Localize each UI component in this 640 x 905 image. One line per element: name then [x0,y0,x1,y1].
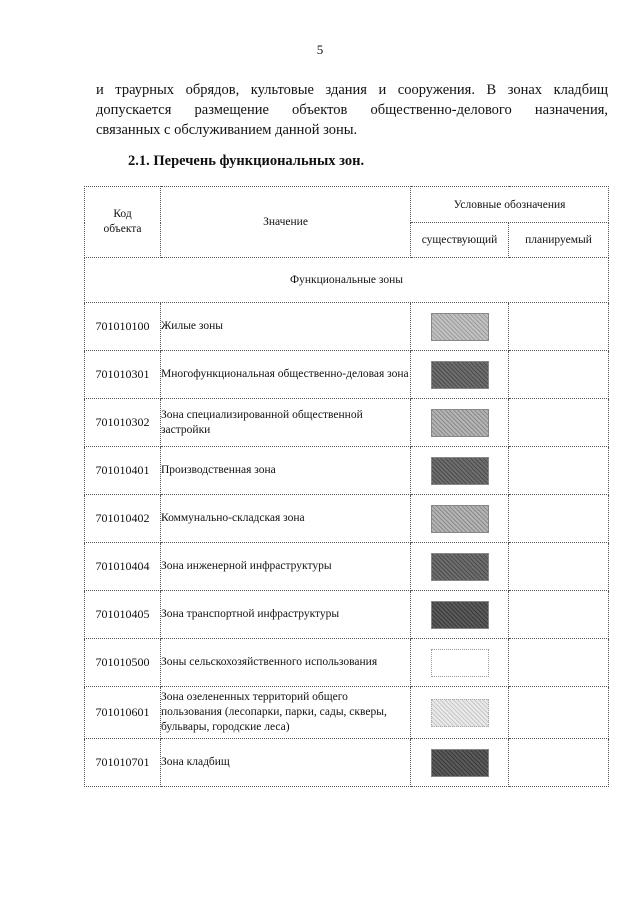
zone-swatch [431,553,489,581]
table-row [85,303,609,351]
zone-swatch [431,749,489,777]
zone-swatch [431,313,489,341]
zone-code: 701010601 [85,687,161,739]
planned-symbol-cell [509,639,609,687]
zone-code: 701010100 [85,303,161,351]
table-row [85,351,609,399]
table-row [85,739,609,787]
zone-name: Зона специализированной общественной застройки [161,399,411,447]
existing-symbol-cell [411,351,509,399]
planned-symbol-cell [509,447,609,495]
table-row [85,447,609,495]
table-row [85,399,609,447]
existing-symbol-cell [411,495,509,543]
planned-symbol-cell [509,739,609,787]
table-row [85,639,609,687]
header-planned: планируемый [509,223,609,258]
header-symbols: Условные обозначения [411,187,609,223]
planned-symbol-cell [509,399,609,447]
header-existing: существующий [411,223,509,258]
existing-symbol-cell [411,447,509,495]
existing-symbol-cell [411,687,509,739]
planned-symbol-cell [509,687,609,739]
group-row-label: Функциональные зоны [85,258,609,303]
planned-symbol-cell [509,303,609,351]
zone-name: Зона транспортной инфраструктуры [161,591,411,639]
zone-swatch [431,649,489,677]
existing-symbol-cell [411,591,509,639]
zone-swatch [431,457,489,485]
table-row [85,687,609,739]
body-paragraph [96,80,608,140]
header-code [85,187,161,258]
paragraph-line: и траурных обрядов, культовые здания и сооружения. В зонах кладбищ [96,82,608,98]
planned-symbol-cell [509,351,609,399]
zone-swatch [431,601,489,629]
zone-name: Многофункциональная общественно-деловая зона [161,351,411,399]
header-code-line: объекта [103,223,142,235]
header-name: Значение [161,187,411,258]
header-code-line: Код [113,208,132,220]
functional-zones-table [84,186,609,787]
zone-name: Зона инженерной инфраструктуры [161,543,411,591]
zone-name: Зона кладбищ [161,739,411,787]
zone-name: Зоны сельскохозяйственного использования [161,639,411,687]
existing-symbol-cell [411,639,509,687]
existing-symbol-cell [411,739,509,787]
planned-symbol-cell [509,591,609,639]
paragraph-line: допускается размещение объектов общественно-делового назначения, [96,102,608,118]
zone-code: 701010405 [85,591,161,639]
zone-name: Коммунально-складская зона [161,495,411,543]
planned-symbol-cell [509,495,609,543]
existing-symbol-cell [411,399,509,447]
zone-swatch [431,699,489,727]
section-title: 2.1. Перечень функциональных зон. [128,153,365,169]
table-row [85,495,609,543]
page-number: 5 [316,42,324,57]
planned-symbol-cell [509,543,609,591]
paragraph-line: связанных с обслуживанием данной зоны. [96,122,358,138]
zone-swatch [431,409,489,437]
table-row [85,543,609,591]
zone-swatch [431,505,489,533]
zone-name: Жилые зоны [161,303,411,351]
zone-code: 701010401 [85,447,161,495]
zone-name: Производственная зона [161,447,411,495]
existing-symbol-cell [411,303,509,351]
zone-code: 701010500 [85,639,161,687]
zone-code: 701010701 [85,739,161,787]
existing-symbol-cell [411,543,509,591]
zone-code: 701010302 [85,399,161,447]
table-row [85,591,609,639]
zone-code: 701010402 [85,495,161,543]
zone-swatch [431,361,489,389]
zone-code: 701010404 [85,543,161,591]
zone-name: Зона озелененных территорий общего пользования (лесопарки, парки, сады, скверы, бульвары, городские леса) [161,687,411,739]
zone-code: 701010301 [85,351,161,399]
